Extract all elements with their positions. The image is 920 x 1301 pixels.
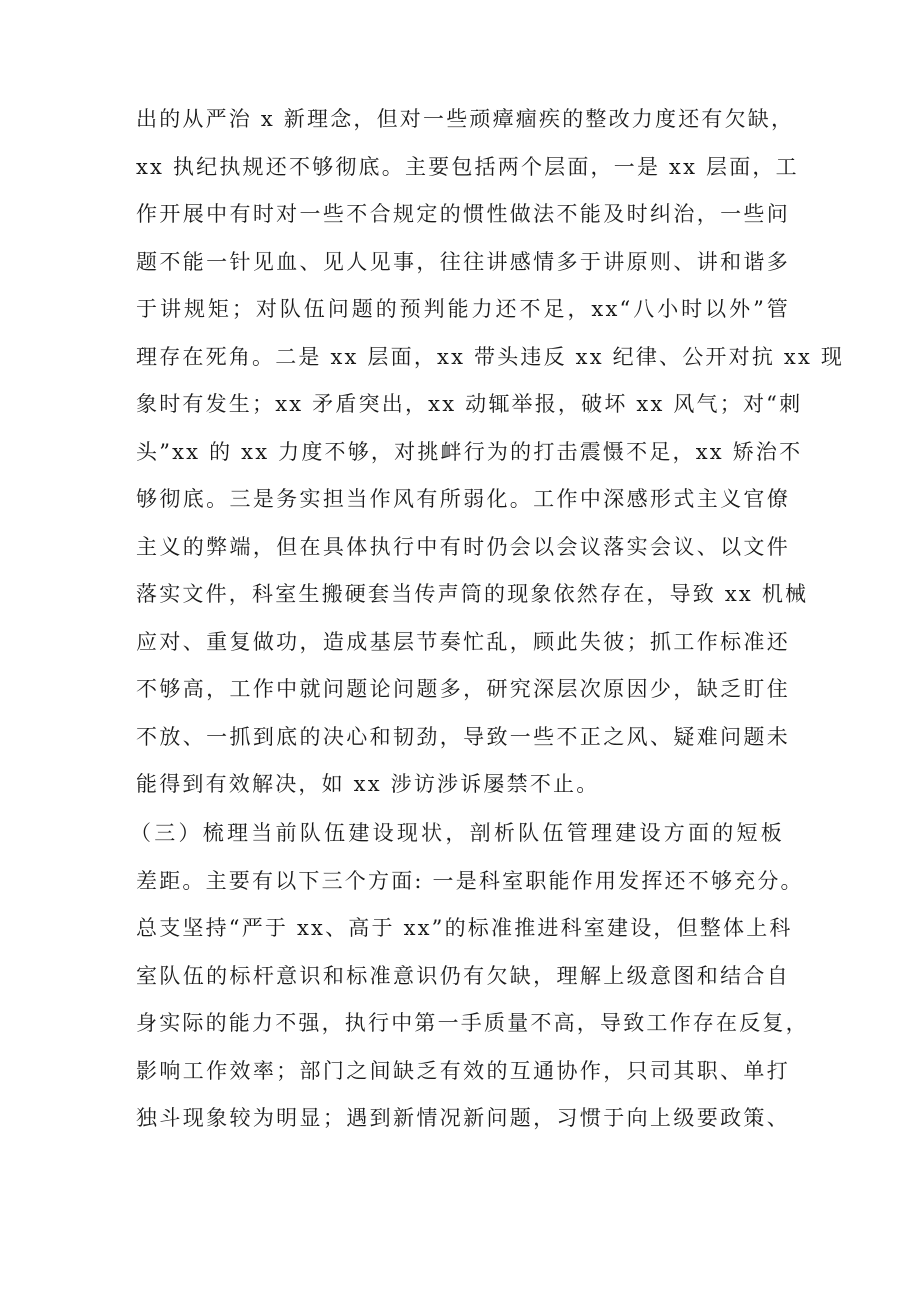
paragraph-line: 独斗现象较为明显；遇到新情况新问题，习惯于向上级要政策、 (136, 1106, 790, 1130)
paragraph-line: 头”xx 的 xx 力度不够，对挑衅行为的打击震慑不足，xx 矫治不 (136, 439, 803, 464)
paragraph-line: 应对、重复做功，造成基层节奏忙乱，顾此失彼；抓工作标准还 (136, 629, 790, 654)
paragraph-line: （三）梳理当前队伍建设现状，剖析队伍管理建设方面的短板 (130, 821, 784, 845)
paragraph-line: 不放、一抓到底的决心和韧劲，导致一些不正之风、疑难问题未 (136, 724, 790, 749)
paragraph-line: 落实文件，科室生搬硬套当传声筒的现象依然存在，导致 xx 机械 (136, 582, 809, 606)
paragraph-line: 影响工作效率；部门之间缺乏有效的互通协作，只司其职、单打 (136, 1058, 790, 1083)
paragraph-1 (136, 96, 845, 809)
paragraph-line: 差距。主要有以下三个方面: 一是科室职能作用发挥还不够充分。 (136, 868, 804, 893)
paragraph-line: 室队伍的标杆意识和标准意识仍有欠缺，理解上级意图和结合自 (136, 963, 790, 988)
paragraph-line: 身实际的能力不强，执行中第一手质量不高，导致工作存在反复， (136, 1011, 809, 1035)
paragraph-2 (130, 810, 809, 1143)
paragraph-line: 够彻底。三是务实担当作风有所弱化。工作中深感形式主义官僚 (136, 487, 790, 511)
paragraph-line: 能得到有效解决，如 xx 涉访涉诉屡禁不止。 (136, 772, 600, 796)
paragraph-line: xx 执纪执规还不够彻底。主要包括两个层面，一是 xx 层面，工 (136, 154, 799, 179)
paragraph-line: 作开展中有时对一些不合规定的惯性做法不能及时纠治，一些问 (136, 202, 790, 226)
paragraph-line: 不够高，工作中就问题论问题多，研究深层次原因少，缺乏盯住 (136, 677, 790, 701)
paragraph-line: 象时有发生；xx 矛盾突出，xx 动辄举报，破坏 xx 风气；对“刺 (136, 392, 803, 416)
paragraph-line: 题不能一针见血、见人见事，往往讲感情多于讲原则、讲和谐多 (136, 249, 790, 274)
paragraph-line: 于讲规矩；对队伍问题的预判能力还不足，xx“八小时以外”管 (136, 297, 790, 321)
paragraph-line: 理存在死角。二是 xx 层面，xx 带头违反 xx 纪律、公开对抗 xx 现 (136, 344, 845, 369)
paragraph-line: 主义的弊端，但在具体执行中有时仍会以会议落实会议、以文件 (136, 534, 790, 559)
paragraph-line: 总支坚持“严于 xx、高于 xx”的标准推进科室建设，但整体上科 (136, 916, 793, 940)
paragraph-line: 出的从严治 x 新理念，但对一些顽瘴痼疾的整改力度还有欠缺， (136, 107, 795, 131)
